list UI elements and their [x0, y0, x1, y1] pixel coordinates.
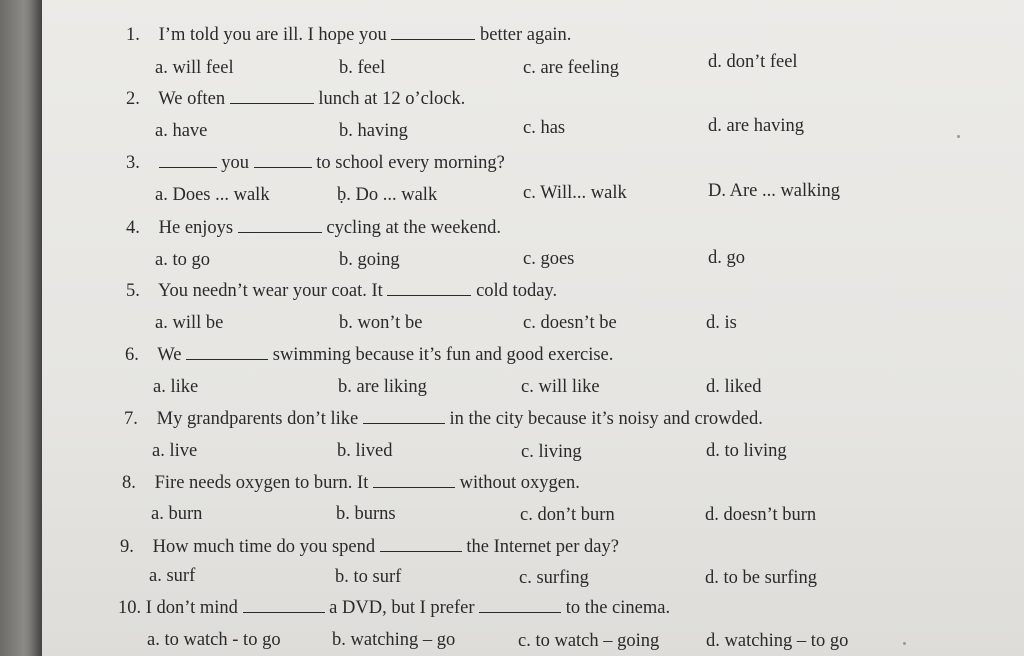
question-8-stem — [122, 472, 580, 494]
option-b: b. are liking — [338, 377, 427, 397]
option-a: a. have — [155, 121, 208, 141]
paper-speck — [903, 642, 906, 645]
option-b: b. watching – go — [332, 630, 456, 650]
question-text: in the city because it’s noisy and crowded. — [449, 409, 763, 429]
option-b: b. to surf — [335, 567, 402, 587]
question-text: I’m told you are ill. I hope you — [158, 25, 387, 45]
paper-speck — [957, 135, 960, 138]
question-text: lunch at 12 o’clock. — [318, 89, 466, 109]
question-text: You needn’t wear your coat. It — [157, 281, 383, 301]
question-text: Fire needs oxygen to burn. It — [154, 473, 369, 493]
option-d: d. to be surfing — [705, 568, 818, 588]
option-c: c. goes — [523, 249, 575, 269]
option-b: b. going — [339, 250, 400, 270]
option-d: d. doesn’t burn — [705, 505, 817, 525]
question-number: 7. — [124, 409, 138, 429]
question-number: 6. — [125, 345, 139, 365]
option-c: c. surfing — [519, 568, 589, 588]
option-a: a. will feel — [155, 58, 234, 78]
option-b: b. lived — [337, 441, 393, 461]
question-text: a DVD, but I prefer — [329, 598, 475, 618]
option-c: c. to watch – going — [518, 631, 660, 651]
question-text: My grandparents don’t like — [156, 409, 359, 429]
option-c: c. will like — [521, 377, 600, 397]
answer-blank — [391, 25, 475, 40]
answer-blank — [254, 153, 312, 168]
option-a: a. like — [153, 377, 199, 397]
question-text: swimming because it’s fun and good exercise. — [272, 345, 614, 365]
option-b: b. having — [339, 121, 408, 141]
option-d: d. to living — [706, 441, 787, 461]
question-text: We — [157, 345, 182, 365]
answer-blank — [238, 218, 322, 233]
option-a: a. surf — [149, 566, 196, 586]
question-number: 9. — [120, 537, 134, 557]
option-d: d. go — [708, 248, 745, 268]
option-a: a. burn — [151, 504, 203, 524]
question-number: 5. — [126, 281, 140, 301]
option-b: ḅ. Do ... walk — [337, 185, 438, 205]
answer-blank — [380, 537, 462, 552]
question-text: to school every morning? — [316, 153, 505, 173]
answer-blank — [373, 473, 455, 488]
option-c: c. living — [521, 442, 582, 462]
option-c: c. Will... walk — [523, 183, 627, 203]
question-text: you — [221, 153, 249, 173]
answer-blank — [479, 598, 561, 613]
option-c: c. has — [523, 118, 566, 138]
answer-blank — [186, 345, 268, 360]
question-text: to the cinema. — [565, 598, 671, 618]
question-text: He enjoys — [158, 218, 234, 238]
question-text: the Internet per day? — [466, 537, 619, 557]
question-text: without oxygen. — [459, 473, 580, 493]
answer-blank — [363, 409, 445, 424]
answer-blank — [243, 598, 325, 613]
question-10-stem — [118, 597, 670, 619]
question-text: We often — [158, 89, 226, 109]
question-2-stem — [126, 88, 465, 110]
option-a: a. to go — [155, 250, 210, 270]
question-4-stem — [126, 217, 501, 239]
question-text: cycling at the weekend. — [326, 218, 502, 238]
option-d: D. Are ... walking — [708, 181, 841, 201]
option-b: b. feel — [339, 58, 386, 78]
question-5-stem — [126, 280, 557, 302]
question-text: cold today. — [476, 281, 558, 301]
question-text: better again. — [480, 25, 572, 45]
question-number: 10. — [118, 598, 142, 618]
question-number: 3. — [126, 153, 140, 173]
option-d: d. are having — [708, 116, 805, 136]
question-number: 2. — [126, 89, 140, 109]
option-c: c. are feeling — [523, 58, 620, 78]
option-b: b. burns — [336, 504, 396, 524]
question-number: 4. — [126, 218, 140, 238]
question-number: 8. — [122, 473, 136, 493]
option-a: a. will be — [155, 313, 224, 333]
option-a: a. live — [152, 441, 198, 461]
option-d: d. don’t feel — [708, 52, 798, 72]
option-a: a. to watch - to go — [147, 630, 281, 650]
question-text: I don’t mind — [145, 598, 238, 618]
question-3-stem — [126, 152, 505, 174]
option-d: d. is — [706, 313, 737, 333]
option-d: d. liked — [706, 377, 762, 397]
question-7-stem — [124, 408, 763, 430]
option-c: c. doesn’t be — [523, 313, 617, 333]
question-6-stem — [125, 344, 613, 366]
question-number: 1. — [126, 25, 140, 45]
option-b: b. won’t be — [339, 313, 423, 333]
answer-blank — [387, 281, 471, 296]
answer-blank — [230, 89, 314, 104]
question-1-stem — [126, 24, 571, 46]
question-text: How much time do you spend — [152, 537, 376, 557]
answer-blank — [159, 153, 217, 168]
question-9-stem — [120, 536, 619, 558]
option-d: d. watching – to go — [706, 631, 849, 651]
option-c: c. don’t burn — [520, 505, 615, 525]
option-a: a. Does ... walk — [155, 185, 270, 205]
